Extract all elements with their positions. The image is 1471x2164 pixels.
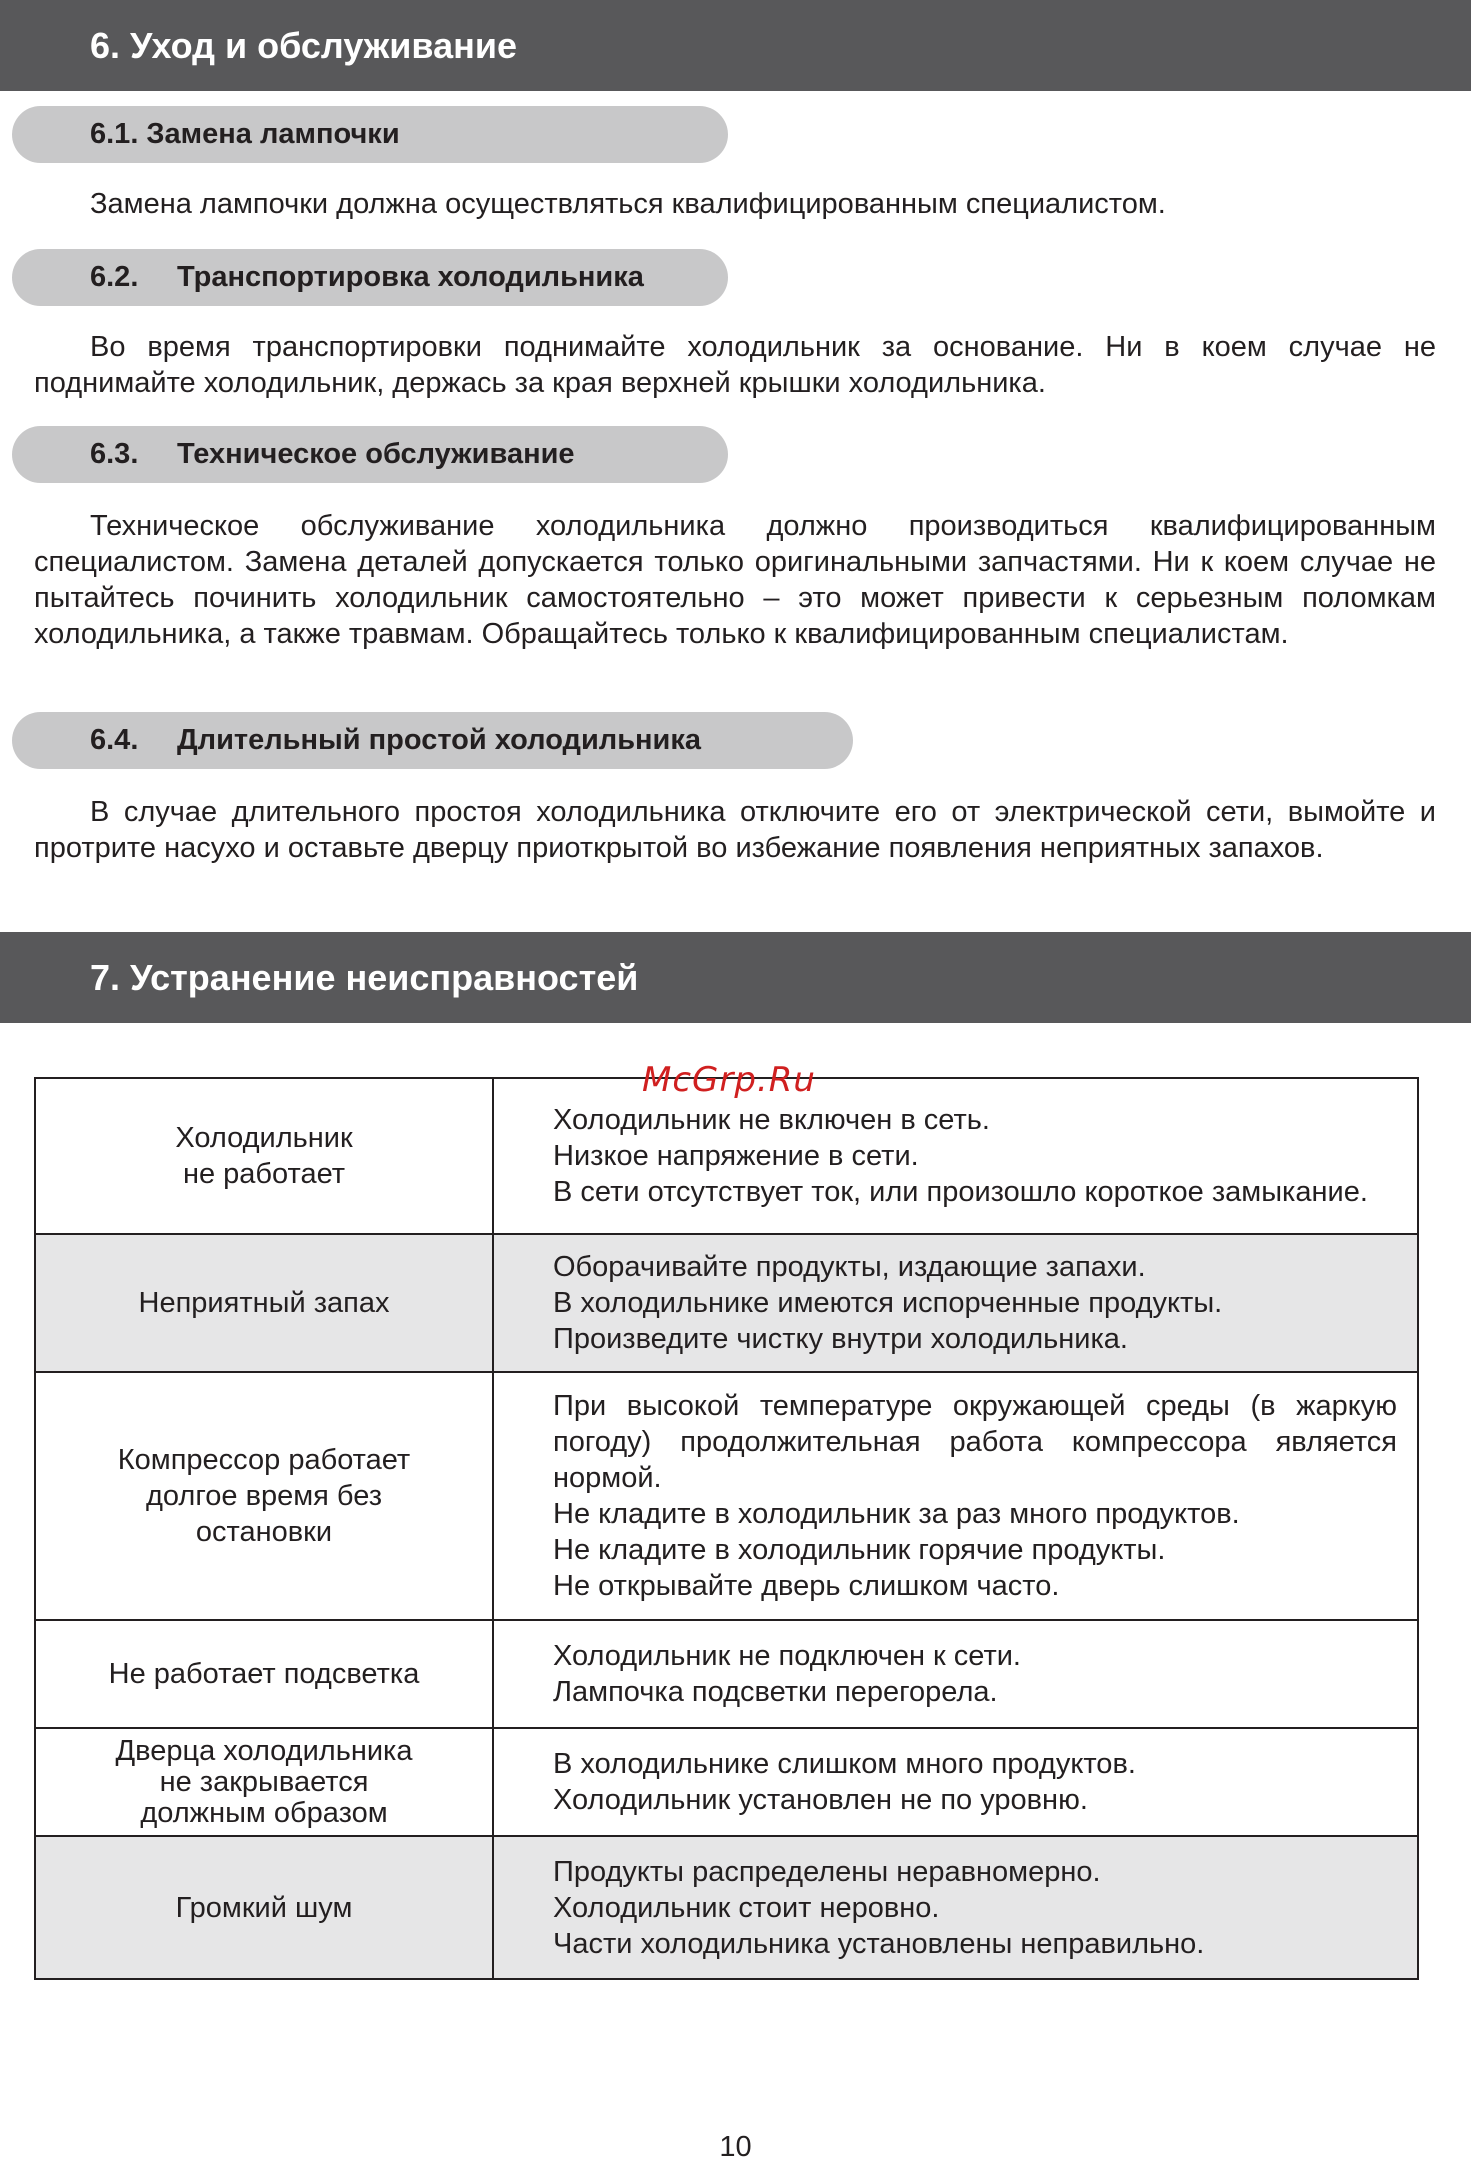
table-row [35, 1728, 1418, 1836]
subsection-6-2-title: Транспортировка холодильника [177, 261, 644, 293]
solution-line: Холодильник не включен в сеть. [553, 1104, 990, 1136]
solution-line: Холодильник стоит неровно. [553, 1891, 940, 1924]
solution-line: Холодильник не подключен к сети. [553, 1640, 1021, 1672]
solution-line: Не кладите в холодильник горячие продукты. [553, 1534, 1166, 1566]
solution-line: Холодильник установлен не по уровню. [553, 1784, 1088, 1816]
solution-line: Не открывайте дверь слишком часто. [553, 1570, 1060, 1602]
table-row [35, 1620, 1418, 1728]
solution-line: Продукты распределены неравномерно. [553, 1855, 1101, 1888]
subsection-6-1-header [12, 106, 728, 163]
problem-cell: Холодильник не работает [35, 1078, 493, 1234]
solution-cell [493, 1078, 1418, 1234]
solution-cell [493, 1836, 1418, 1979]
solution-line: Части холодильника установлены неправильно. [553, 1927, 1205, 1960]
subsection-6-4-number: 6.4. [90, 724, 139, 756]
watermark: McGrp.Ru [642, 1060, 816, 1100]
problem-cell: Неприятный запах [35, 1234, 493, 1372]
table-row [35, 1372, 1418, 1620]
table-row [35, 1234, 1418, 1372]
subsection-6-1-title: Замена лампочки [146, 118, 400, 150]
problem-cell: Не работает подсветка [35, 1620, 493, 1728]
subsection-6-4-title: Длительный простой холодильника [177, 724, 702, 756]
section-6-title: 6. Уход и обслуживание [90, 24, 518, 66]
solution-line: Не кладите в холодильник за раз много продуктов. [553, 1498, 1240, 1530]
table-row [35, 1836, 1418, 1979]
subsection-6-4-header [12, 712, 853, 769]
solution-line: В сети отсутствует ток, или произошло короткое замыкание. [553, 1176, 1368, 1208]
section-7-title: 7. Устранение неисправностей [90, 956, 639, 998]
solution-line: В холодильнике имеются испорченные продукты. [553, 1287, 1223, 1319]
section-7-header [0, 932, 1471, 1023]
subsection-6-1-text: Замена лампочки должна осуществляться квалифицированным специалистом. [90, 188, 1166, 220]
subsection-6-3-title: Техническое обслуживание [177, 438, 575, 470]
solution-line: При высокой температуре окружающей среды (в жаркую погоду) продолжительная работа компрессора является нормой. [553, 1390, 1397, 1494]
solution-line: В холодильнике слишком много продуктов. [553, 1748, 1136, 1780]
solution-line: Лампочка подсветки перегорела. [553, 1676, 998, 1708]
subsection-6-1-number: 6.1. [90, 118, 139, 150]
problem-cell: Громкий шум [35, 1836, 493, 1979]
troubleshooting-table [34, 1077, 1419, 1980]
subsection-6-2-header [12, 249, 728, 306]
solution-cell [493, 1372, 1418, 1620]
subsection-6-2-number: 6.2. [90, 261, 139, 293]
section-6-header [0, 0, 1471, 91]
solution-cell [493, 1620, 1418, 1728]
solution-cell [493, 1234, 1418, 1372]
solution-line: Низкое напряжение в сети. [553, 1140, 919, 1172]
solution-line: Произведите чистку внутри холодильника. [553, 1323, 1128, 1355]
solution-cell [493, 1728, 1418, 1836]
problem-cell: Дверца холодильника не закрывается должным образом [35, 1728, 493, 1836]
subsection-6-3-number: 6.3. [90, 438, 139, 470]
subsection-6-3-header [12, 426, 728, 483]
subsection-6-4-text: В случае длительного простоя холодильника отключите его от электрической сети, вымойте и протрите насухо и оставьте дверцу приоткрытой во избежание появления неприятных запахов. [34, 796, 1436, 864]
solution-line: Оборачивайте продукты, издающие запахи. [553, 1251, 1146, 1283]
table-row [35, 1078, 1418, 1234]
subsection-6-3-text: Техническое обслуживание холодильника должно производиться квалифицированным специалистом. Замена деталей допускается только оригинальными запчастями. Ни к коем случае не пытайтесь починить холодильник самостоятельно – это может привести к серьезным поломкам холодильника, а также травмам. Обращайтесь только к квалифицированным специалистам. [34, 510, 1436, 650]
page-number: 10 [719, 2131, 752, 2163]
problem-cell: Компрессор работает долгое время без остановки [35, 1372, 493, 1620]
subsection-6-2-text: Во время транспортировки поднимайте холодильник за основание. Ни в коем случае не поднимайте холодильник, держась за края верхней крышки холодильника. [34, 331, 1436, 399]
